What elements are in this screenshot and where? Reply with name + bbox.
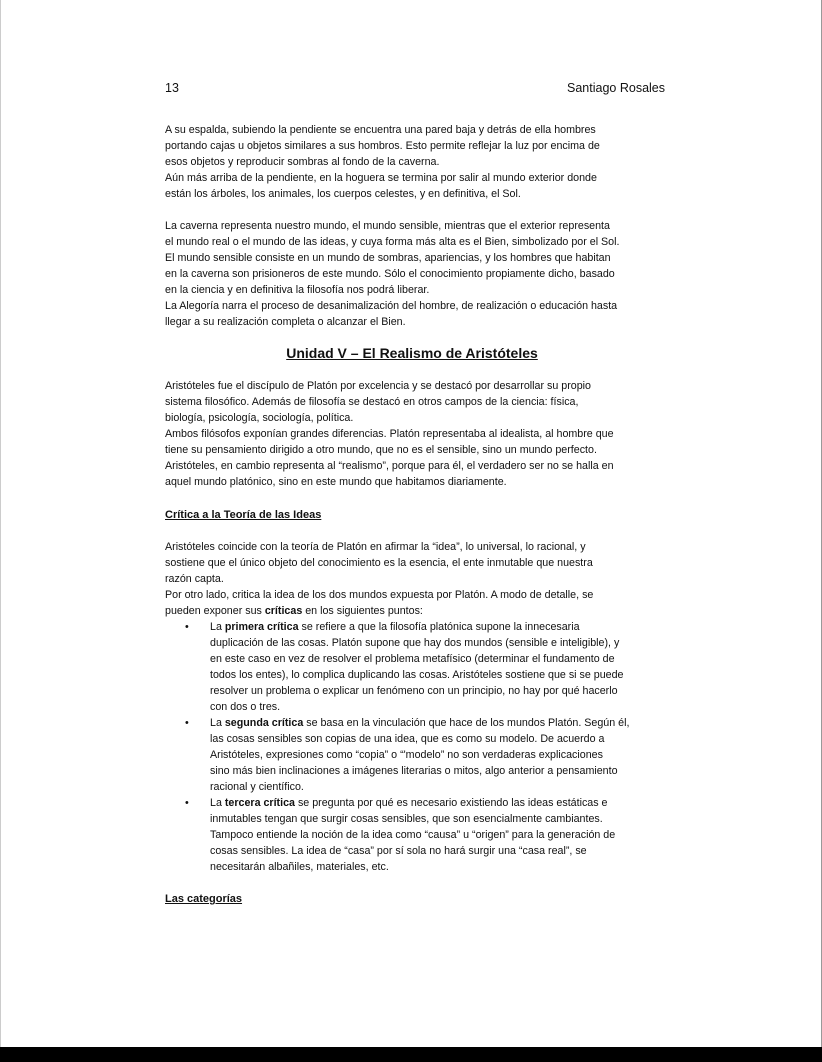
- paragraph-intro: [165, 122, 675, 202]
- text-line: [165, 603, 675, 619]
- text-line: esos objetos y reproducir sombras al fondo de la caverna.: [165, 156, 440, 168]
- text-line: sostiene que el único objeto del conocimiento es la esencia, el ente inmutable que nuestra: [165, 557, 593, 569]
- text-line: en este caso en vez de resolver el problema metafísico (determinar el fundamento de: [210, 653, 615, 665]
- text-line: en la caverna son prisioneros de este mundo. Sólo el conocimiento propiamente dicho, basado: [165, 268, 615, 280]
- text: se basa en la vinculación que hace de los mundos Platón. Según él,: [303, 717, 630, 729]
- bullet-item: [165, 619, 675, 715]
- text-line: cosas sensibles. La idea de “casa” por sí sola no hará surgir una “casa real”, se: [210, 845, 587, 857]
- section-heading-categorias: Las categorías: [165, 893, 243, 905]
- text: La: [210, 621, 225, 633]
- bullet-icon: •: [185, 621, 189, 633]
- text-line: [210, 715, 675, 731]
- text-line: Tampoco entiende la noción de la idea como “causa” u “origen” para la generación de: [210, 829, 616, 841]
- text: se refiere a que la filosofía platónica supone la innecesaria: [298, 621, 580, 633]
- text-line: La Alegoría narra el proceso de desanimalización del hombre, de realización o educación hasta: [165, 300, 618, 312]
- text-line: aquel mundo platónico, sino en este mundo que habitamos diariamente.: [165, 476, 507, 488]
- text-line: portando cajas u objetos similares a sus hombros. Esto permite reflejar la luz por encima de: [165, 140, 600, 152]
- categorias-heading-wrap: [165, 891, 675, 907]
- text-line: con dos o tres.: [210, 701, 281, 713]
- text: se pregunta por qué es necesario existiendo las ideas estáticas e: [294, 797, 608, 809]
- text: La: [210, 797, 225, 809]
- paragraph-aristoteles: [165, 378, 675, 490]
- text-line: Aristóteles coincide con la teoría de Platón en afirmar la “idea”, lo universal, lo racional, y: [165, 541, 586, 553]
- text-line: La caverna representa nuestro mundo, el mundo sensible, mientras que el exterior representa: [165, 220, 610, 232]
- text-line: necesitarán albañiles, materiales, etc.: [210, 861, 389, 873]
- text-line: llegar a su realización completa o alcanzar el Bien.: [165, 316, 406, 328]
- text-line: inmutables tengan que surgir cosas sensibles, que son esencialmente cambiantes.: [210, 813, 603, 825]
- bold-text: tercera crítica: [224, 797, 295, 809]
- text-line: Por otro lado, critica la idea de los dos mundos expuesta por Platón. A modo de detalle, se: [165, 589, 594, 601]
- text: en los siguientes puntos:: [302, 605, 423, 617]
- text-line: Aristóteles, expresiones como “copia” o “'modelo” no son verdaderas explicaciones: [210, 749, 603, 761]
- text-line: Aún más arriba de la pendiente, en la hoguera se termina por salir al mundo exterior donde: [165, 172, 597, 184]
- text-line: racional y científico.: [210, 781, 304, 793]
- page-number: 13: [165, 81, 179, 95]
- bold-text: críticas: [264, 605, 303, 617]
- text-line: El mundo sensible consiste en un mundo de sombras, apariencias, y los hombres que habitan: [165, 252, 611, 264]
- bullet-icon: •: [185, 717, 189, 729]
- bullet-icon: •: [185, 797, 189, 809]
- text-line: todos los entes), lo complica duplicando las cosas. Aristóteles sostiene que si se puede: [210, 669, 624, 681]
- text-line: sino más bien inclinaciones a imágenes literarias o mitos, algo anterior a pensamiento: [210, 765, 618, 777]
- bullet-item: [165, 795, 675, 875]
- text-line: Aristóteles, en cambio representa al “realismo”, porque para él, el verdadero ser no se halla en: [165, 460, 614, 472]
- text-line: razón capta.: [165, 573, 224, 585]
- text-line: las cosas sensibles son copias de una idea, que es como su modelo. De acuerdo a: [210, 733, 605, 745]
- text: pueden exponer sus: [165, 605, 265, 617]
- text-line: en la ciencia y en definitiva la filosofía nos podrá liberar.: [165, 284, 430, 296]
- text-line: duplicación de las cosas. Platón supone que hay dos mundos (sensible e inteligible), y: [210, 637, 620, 649]
- bottom-bar: [0, 1047, 822, 1062]
- paragraph-caverna: [165, 218, 675, 330]
- text-line: resolver un problema o explicar un fenómeno con un principio, no hay por qué hacerlo: [210, 685, 618, 697]
- text-line: biología, psicología, sociología, política.: [165, 412, 354, 424]
- text-line: Aristóteles fue el discípulo de Platón por excelencia y se destacó por desarrollar su propio: [165, 380, 591, 392]
- text-line: [210, 795, 675, 811]
- bold-text: segunda crítica: [224, 717, 304, 729]
- bold-text: primera crítica: [224, 621, 299, 633]
- critica-heading-wrap: [165, 507, 675, 523]
- text-line: el mundo real o el mundo de las ideas, y cuya forma más alta es el Bien, simbolizado por el Sol.: [165, 236, 620, 248]
- text-line: tiene su pensamiento dirigido a otro mundo, que no es el sensible, sino un mundo perfecto.: [165, 444, 597, 456]
- text-line: A su espalda, subiendo la pendiente se encuentra una pared baja y detrás de ella hombres: [165, 124, 596, 136]
- text-line: están los árboles, los animales, los cuerpos celestes, y en definitiva, el Sol.: [165, 188, 521, 200]
- text: La: [210, 717, 225, 729]
- paragraph-critica: [165, 539, 675, 875]
- text-line: [210, 619, 675, 635]
- bullet-item: [165, 715, 675, 795]
- text-line: sistema filosófico. Además de filosofía se destacó en otros campos de la ciencia: física,: [165, 396, 579, 408]
- section-heading-critica: Crítica a la Teoría de las Ideas: [165, 509, 322, 521]
- header-author: Santiago Rosales: [567, 81, 665, 95]
- text-line: Ambos filósofos exponían grandes diferencias. Platón representaba al idealista, al hombre que: [165, 428, 614, 440]
- unit-title: Unidad V – El Realismo de Aristóteles: [286, 345, 538, 361]
